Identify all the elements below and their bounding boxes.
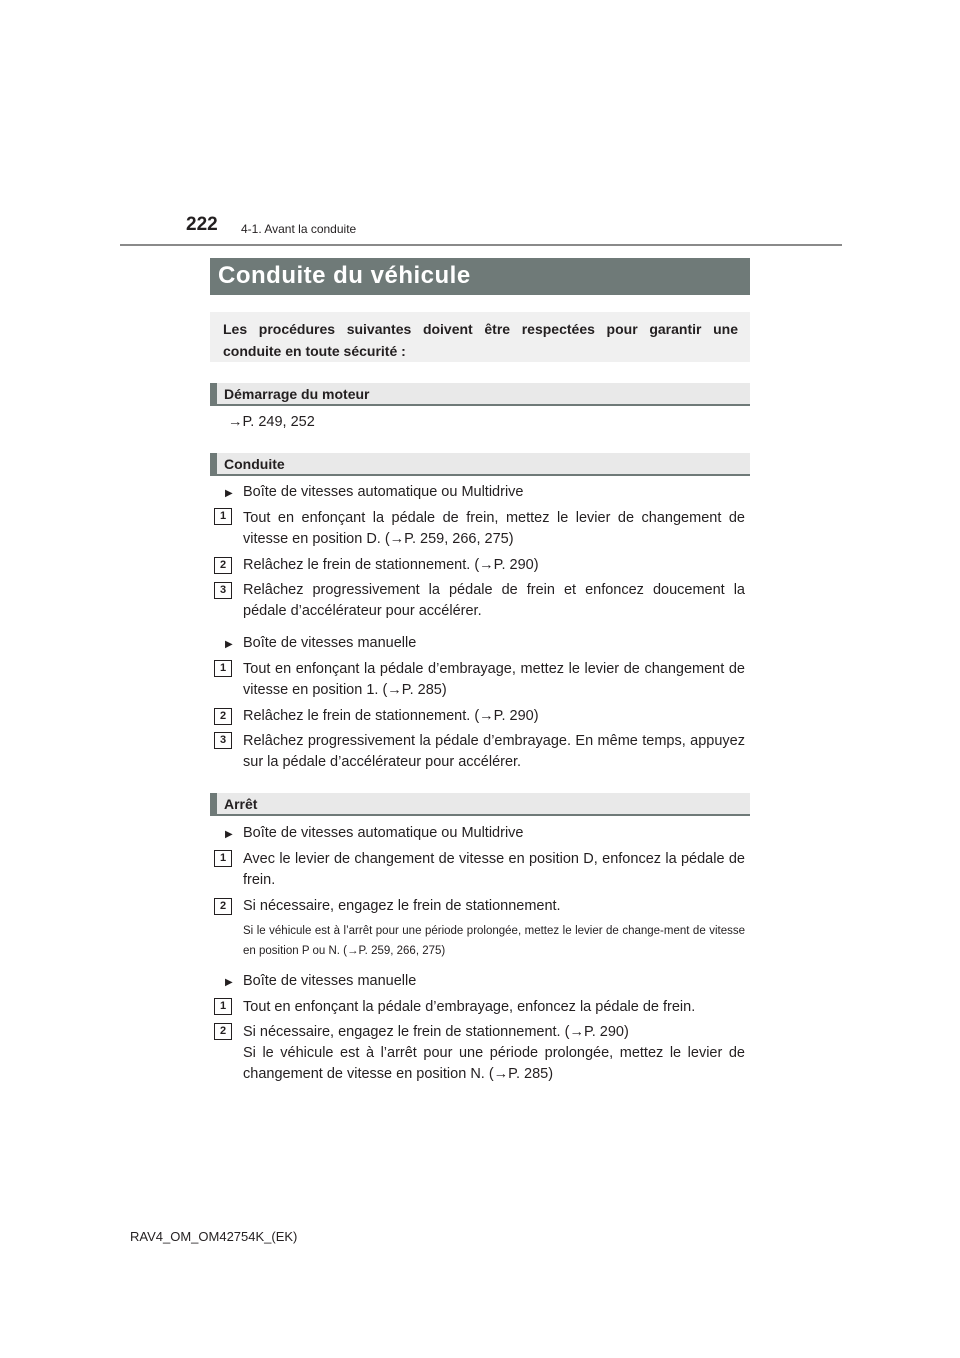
bullet-label: Boîte de vitesses automatique ou Multidrive [243, 825, 524, 841]
step-number-box [214, 708, 232, 725]
step-number-box [214, 508, 232, 525]
page-reference: →P. 249, 252 [228, 414, 315, 430]
page-title-bar [210, 258, 750, 295]
bullet-label: Boîte de vitesses manuelle [243, 635, 417, 651]
subheading-demarrage [210, 383, 750, 406]
step-number: 2 [219, 1025, 227, 1037]
step-number-box [214, 1023, 232, 1040]
step-text: Si nécessaire, engagez le frein de stationnement. [243, 898, 561, 914]
step-extra-text: Si le véhicule est à l’arrêt pour une période prolongée, mettez le levier de changement de vitesse en position N. (→P. 285) [243, 1045, 745, 1082]
step-text: Relâchez le frein de stationnement. (→P. 290) [243, 557, 539, 573]
step-text: Tout en enfonçant la pédale d’embrayage, enfoncez la pédale de frein. [243, 999, 696, 1015]
triangle-right-icon: ▶ [225, 639, 233, 650]
step-number: 1 [219, 852, 227, 864]
subheading-text: Conduite [224, 456, 285, 472]
step-text: Relâchez le frein de stationnement. (→P. 290) [243, 708, 539, 724]
page-number: 222 [186, 214, 218, 235]
step-number-box [214, 582, 232, 599]
bullet-label: Boîte de vitesses automatique ou Multidrive [243, 484, 524, 500]
subheading-arret [210, 793, 750, 816]
step-number-box [214, 557, 232, 574]
step-text: Tout en enfonçant la pédale d’embrayage, mettez le levier de changement de vitesse en position 1. (→P. 285) [243, 661, 745, 698]
step-text: Relâchez progressivement la pédale de frein et enfoncez doucement la pédale d’accélérateur pour accélérer. [243, 582, 745, 619]
step-text: Si nécessaire, engagez le frein de stationnement. (→P. 290) [243, 1024, 629, 1040]
page-title: Conduite du véhicule [218, 262, 471, 289]
step-text: Tout en enfonçant la pédale de frein, mettez le levier de changement de vitesse en position D. (→P. 259, 266, 275) [243, 510, 745, 547]
step-number: 1 [219, 510, 227, 522]
step-number: 1 [219, 1000, 227, 1012]
note-text: Si le véhicule est à l’arrêt pour une période prolongée, mettez le levier de change-ment de vitesse en position P ou N. (→P. 259, 266, 275) [243, 925, 745, 957]
step-number-box [214, 850, 232, 867]
step-number: 3 [219, 584, 227, 596]
subheading-conduite [210, 453, 750, 476]
header-rule [120, 244, 842, 246]
step-text: Relâchez progressivement la pédale d’embrayage. En même temps, appuyez sur la pédale d’accélérateur pour accélérer. [243, 733, 745, 770]
step-number: 2 [219, 900, 227, 912]
step-number-box [214, 998, 232, 1015]
section-breadcrumb: 4-1. Avant la conduite [241, 222, 357, 236]
intro-text: Les procédures suivantes doivent être respectées pour garantir une conduite en toute sécurité : [223, 321, 738, 359]
step-number-box [214, 660, 232, 677]
triangle-right-icon: ▶ [225, 829, 233, 840]
step-number-box [214, 898, 232, 915]
subheading-text: Arrêt [224, 796, 258, 812]
bullet-label: Boîte de vitesses manuelle [243, 973, 417, 989]
document-code: RAV4_OM_OM42754K_(EK) [130, 1229, 298, 1244]
step-text: Avec le levier de changement de vitesse en position D, enfoncez la pédale de frein. [243, 851, 745, 888]
subheading-text: Démarrage du moteur [224, 386, 370, 402]
triangle-right-icon: ▶ [225, 488, 233, 499]
intro-box [210, 312, 750, 362]
step-number: 2 [219, 710, 227, 722]
triangle-right-icon: ▶ [225, 977, 233, 988]
step-number-box [214, 732, 232, 749]
step-number: 2 [219, 559, 227, 571]
step-number: 1 [219, 662, 227, 674]
step-number: 3 [219, 734, 227, 746]
